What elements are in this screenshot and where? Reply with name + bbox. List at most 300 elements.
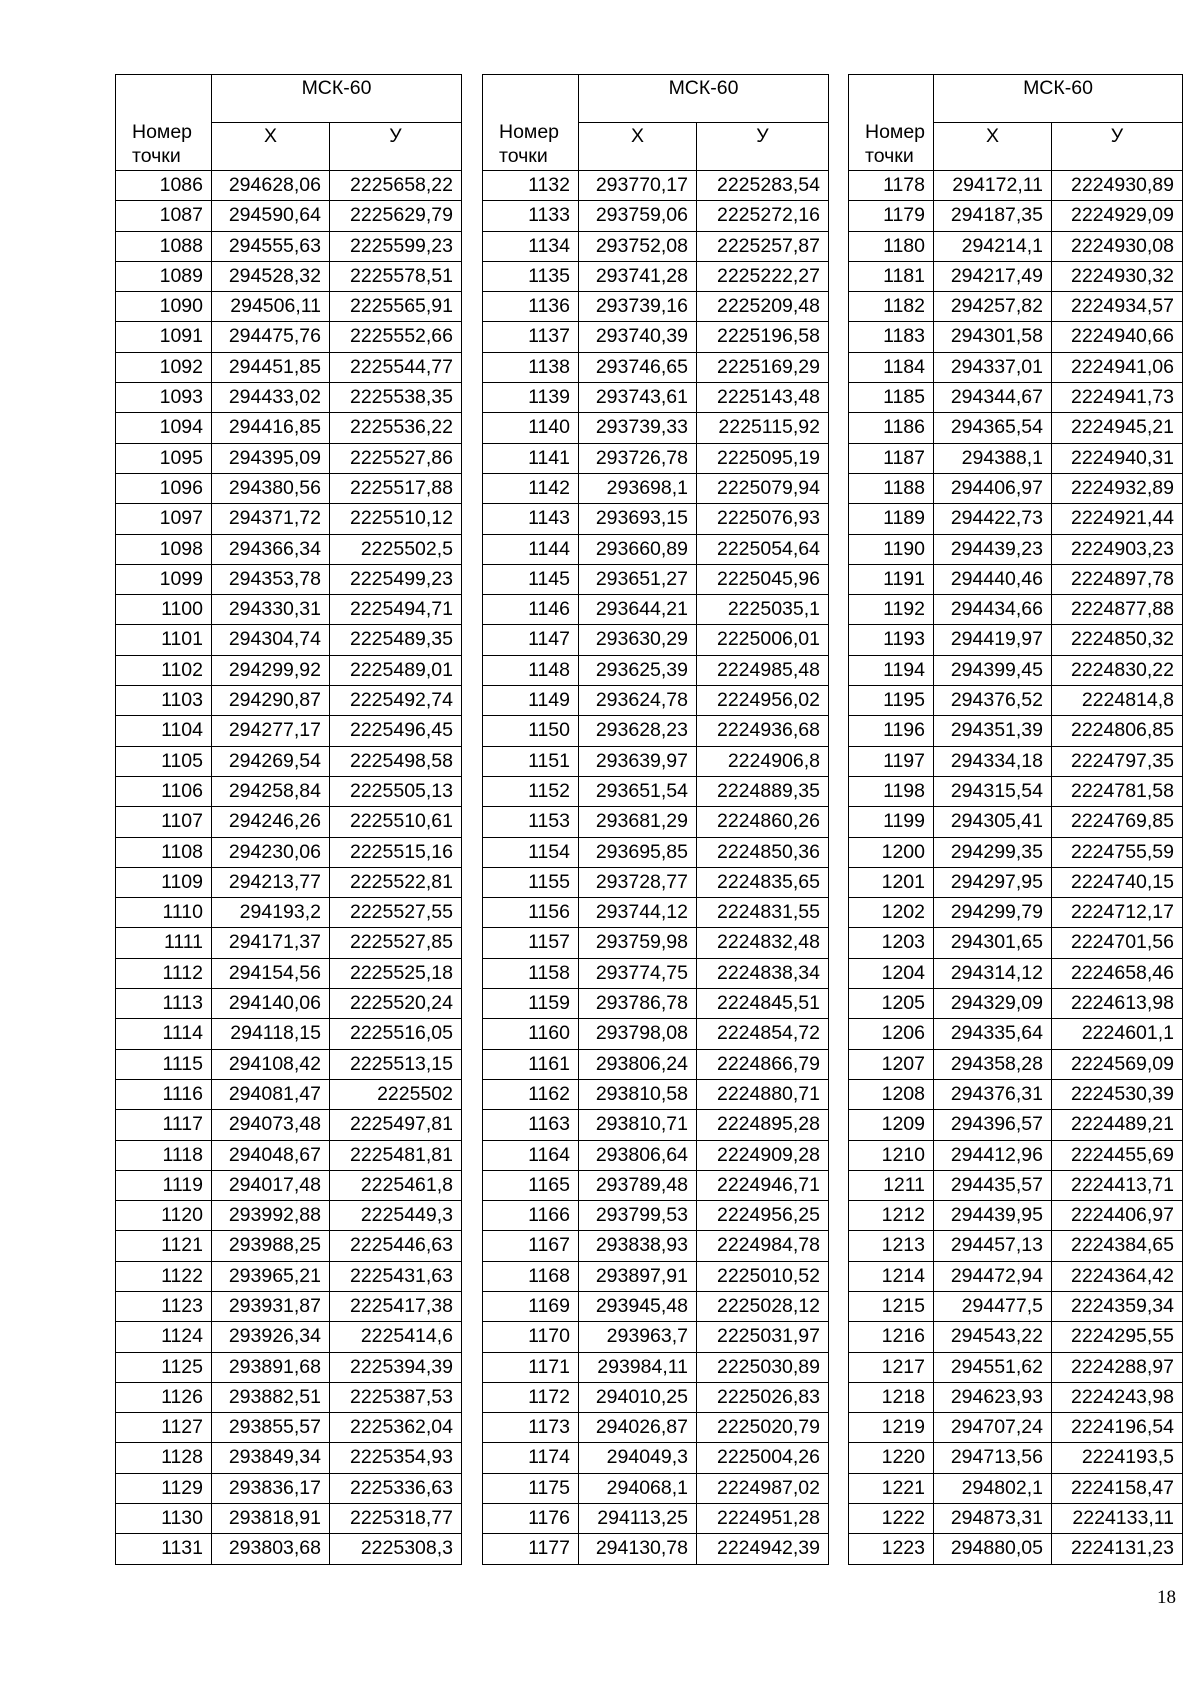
y-coordinate-cell: 2225006,01	[697, 625, 829, 655]
point-number-cell: 1140	[483, 413, 579, 443]
x-coordinate-cell: 294506,11	[212, 292, 330, 322]
point-number-cell: 1100	[116, 595, 212, 625]
y-coordinate-cell: 2224364,42	[1052, 1261, 1183, 1291]
point-number-cell: 1145	[483, 564, 579, 594]
y-coordinate-cell: 2224897,78	[1052, 564, 1183, 594]
table-row	[849, 1322, 1183, 1352]
x-coordinate-cell: 293798,08	[579, 1019, 697, 1049]
table-row	[849, 383, 1183, 413]
y-coordinate-cell: 2224930,89	[1052, 171, 1183, 201]
point-number-cell: 1217	[849, 1352, 934, 1382]
table-row	[483, 1049, 829, 1079]
x-coordinate-cell: 294434,66	[934, 595, 1052, 625]
table-row	[849, 625, 1183, 655]
x-coordinate-cell: 294113,25	[579, 1504, 697, 1534]
y-coordinate-cell: 2225578,51	[330, 261, 462, 291]
table-row	[483, 1110, 829, 1140]
point-number-cell: 1174	[483, 1443, 579, 1473]
y-coordinate-cell: 2224946,71	[697, 1170, 829, 1200]
x-coordinate-cell: 293739,33	[579, 413, 697, 443]
table-row	[483, 867, 829, 897]
point-number-cell: 1128	[116, 1443, 212, 1473]
y-coordinate-cell: 2225054,64	[697, 534, 829, 564]
x-coordinate-cell: 294439,23	[934, 534, 1052, 564]
point-number-cell: 1154	[483, 837, 579, 867]
point-number-cell: 1166	[483, 1201, 579, 1231]
table-row	[483, 1473, 829, 1503]
x-coordinate-cell: 293806,24	[579, 1049, 697, 1079]
y-coordinate-cell: 2225431,63	[330, 1261, 462, 1291]
y-coordinate-cell: 2225498,58	[330, 746, 462, 776]
y-coordinate-cell: 2225115,92	[697, 413, 829, 443]
y-coordinate-cell: 2224850,36	[697, 837, 829, 867]
y-coordinate-cell: 2224406,97	[1052, 1201, 1183, 1231]
y-coordinate-cell: 2224489,21	[1052, 1110, 1183, 1140]
table-row	[849, 171, 1183, 201]
table-row	[849, 989, 1183, 1019]
y-coordinate-cell: 2225222,27	[697, 261, 829, 291]
y-coordinate-cell: 2225544,77	[330, 352, 462, 382]
table-row	[483, 807, 829, 837]
y-coordinate-cell: 2225494,71	[330, 595, 462, 625]
x-header: Х	[934, 123, 1052, 171]
y-coordinate-cell: 2224831,55	[697, 898, 829, 928]
x-coordinate-cell: 293746,65	[579, 352, 697, 382]
point-number-cell: 1141	[483, 443, 579, 473]
table-row	[483, 1261, 829, 1291]
point-number-cell: 1091	[116, 322, 212, 352]
y-coordinate-cell: 2225599,23	[330, 231, 462, 261]
y-coordinate-cell: 2225502,5	[330, 534, 462, 564]
y-coordinate-cell: 2224987,02	[697, 1473, 829, 1503]
x-coordinate-cell: 293693,15	[579, 504, 697, 534]
x-coordinate-cell: 294396,57	[934, 1110, 1052, 1140]
point-number-cell: 1138	[483, 352, 579, 382]
point-number-cell: 1203	[849, 928, 934, 958]
table-row	[849, 655, 1183, 685]
y-coordinate-cell: 2225505,13	[330, 776, 462, 806]
y-coordinate-cell: 2224133,11	[1052, 1504, 1183, 1534]
point-number-cell: 1132	[483, 171, 579, 201]
x-coordinate-cell: 294376,31	[934, 1079, 1052, 1109]
x-coordinate-cell: 293770,17	[579, 171, 697, 201]
x-coordinate-cell: 293984,11	[579, 1352, 697, 1382]
table-row	[116, 928, 462, 958]
x-coordinate-cell: 294590,64	[212, 201, 330, 231]
point-number-cell: 1201	[849, 867, 934, 897]
y-coordinate-cell: 2224932,89	[1052, 473, 1183, 503]
y-coordinate-cell: 2224196,54	[1052, 1413, 1183, 1443]
table-row	[116, 534, 462, 564]
x-coordinate-cell: 294419,97	[934, 625, 1052, 655]
point-number-cell: 1222	[849, 1504, 934, 1534]
table-row	[483, 413, 829, 443]
y-coordinate-cell: 2225492,74	[330, 686, 462, 716]
y-coordinate-cell: 2225035,1	[697, 595, 829, 625]
table-row	[483, 989, 829, 1019]
point-number-cell: 1094	[116, 413, 212, 443]
x-coordinate-cell: 294406,97	[934, 473, 1052, 503]
table-row	[116, 1110, 462, 1140]
table-row	[483, 443, 829, 473]
point-number-cell: 1160	[483, 1019, 579, 1049]
x-coordinate-cell: 293838,93	[579, 1231, 697, 1261]
x-coordinate-cell: 293810,58	[579, 1079, 697, 1109]
point-number-cell: 1165	[483, 1170, 579, 1200]
point-number-header: Номер точки	[116, 75, 212, 171]
x-coordinate-cell: 293660,89	[579, 534, 697, 564]
y-coordinate-cell: 2224956,25	[697, 1201, 829, 1231]
point-number-cell: 1216	[849, 1322, 934, 1352]
x-coordinate-cell: 294277,17	[212, 716, 330, 746]
x-coordinate-cell: 294457,13	[934, 1231, 1052, 1261]
y-coordinate-cell: 2224845,51	[697, 989, 829, 1019]
y-coordinate-cell: 2225510,61	[330, 807, 462, 837]
y-coordinate-cell: 2224830,22	[1052, 655, 1183, 685]
table-row	[849, 958, 1183, 988]
y-coordinate-cell: 2224131,23	[1052, 1534, 1183, 1564]
point-number-cell: 1103	[116, 686, 212, 716]
point-number-cell: 1211	[849, 1170, 934, 1200]
y-coordinate-cell: 2225336,63	[330, 1473, 462, 1503]
x-coordinate-cell: 294451,85	[212, 352, 330, 382]
x-coordinate-cell: 293644,21	[579, 595, 697, 625]
point-number-cell: 1133	[483, 201, 579, 231]
point-number-cell: 1207	[849, 1049, 934, 1079]
x-coordinate-cell: 293803,68	[212, 1534, 330, 1564]
page-number: 18	[1157, 1587, 1176, 1608]
x-coordinate-cell: 294026,87	[579, 1413, 697, 1443]
point-number-cell: 1099	[116, 564, 212, 594]
y-header: У	[330, 123, 462, 171]
point-number-cell: 1183	[849, 322, 934, 352]
y-coordinate-cell: 2225496,45	[330, 716, 462, 746]
x-coordinate-cell: 293681,29	[579, 807, 697, 837]
table-row	[116, 1231, 462, 1261]
x-coordinate-cell: 294213,77	[212, 867, 330, 897]
point-number-cell: 1158	[483, 958, 579, 988]
y-coordinate-cell: 2224769,85	[1052, 807, 1183, 837]
table-row	[849, 1443, 1183, 1473]
table-row	[849, 1504, 1183, 1534]
table-row	[483, 1413, 829, 1443]
x-coordinate-cell: 294543,22	[934, 1322, 1052, 1352]
table-row	[116, 1352, 462, 1382]
x-coordinate-cell: 294440,46	[934, 564, 1052, 594]
coordinate-system-header: МСК-60	[579, 75, 829, 123]
y-coordinate-cell: 2225538,35	[330, 383, 462, 413]
y-coordinate-cell: 2224854,72	[697, 1019, 829, 1049]
point-number-cell: 1117	[116, 1110, 212, 1140]
table-row	[116, 807, 462, 837]
table-row	[116, 595, 462, 625]
point-number-cell: 1221	[849, 1473, 934, 1503]
table-row	[483, 1170, 829, 1200]
x-coordinate-cell: 293799,53	[579, 1201, 697, 1231]
table-row	[116, 383, 462, 413]
point-number-cell: 1106	[116, 776, 212, 806]
x-coordinate-cell: 293963,7	[579, 1322, 697, 1352]
y-coordinate-cell: 2224701,56	[1052, 928, 1183, 958]
point-number-cell: 1104	[116, 716, 212, 746]
y-coordinate-cell: 2224658,46	[1052, 958, 1183, 988]
x-coordinate-cell: 293789,48	[579, 1170, 697, 1200]
table-row	[116, 1504, 462, 1534]
y-coordinate-cell: 2225028,12	[697, 1291, 829, 1321]
y-coordinate-cell: 2225522,81	[330, 867, 462, 897]
y-coordinate-cell: 2225387,53	[330, 1382, 462, 1412]
x-coordinate-cell: 293849,34	[212, 1443, 330, 1473]
point-number-cell: 1202	[849, 898, 934, 928]
point-number-cell: 1125	[116, 1352, 212, 1382]
table-row	[483, 322, 829, 352]
table-row	[116, 443, 462, 473]
point-number-cell: 1182	[849, 292, 934, 322]
y-coordinate-cell: 2225143,48	[697, 383, 829, 413]
y-coordinate-cell: 2225489,01	[330, 655, 462, 685]
x-coordinate-cell: 294172,11	[934, 171, 1052, 201]
x-coordinate-cell: 294010,25	[579, 1382, 697, 1412]
point-number-cell: 1090	[116, 292, 212, 322]
x-coordinate-cell: 294551,62	[934, 1352, 1052, 1382]
point-number-cell: 1105	[116, 746, 212, 776]
table-row	[116, 989, 462, 1019]
point-number-cell: 1169	[483, 1291, 579, 1321]
x-coordinate-cell: 294305,41	[934, 807, 1052, 837]
table-row	[116, 776, 462, 806]
point-number-cell: 1220	[849, 1443, 934, 1473]
x-coordinate-cell: 294435,57	[934, 1170, 1052, 1200]
point-number-cell: 1108	[116, 837, 212, 867]
table-row	[483, 746, 829, 776]
table-row	[849, 1382, 1183, 1412]
table-row	[116, 1534, 462, 1564]
point-number-cell: 1089	[116, 261, 212, 291]
point-number-cell: 1219	[849, 1413, 934, 1443]
point-number-cell: 1149	[483, 686, 579, 716]
y-coordinate-cell: 2224384,65	[1052, 1231, 1183, 1261]
point-number-cell: 1096	[116, 473, 212, 503]
table-row	[116, 322, 462, 352]
y-coordinate-cell: 2225414,6	[330, 1322, 462, 1352]
x-coordinate-cell: 294140,06	[212, 989, 330, 1019]
point-number-cell: 1150	[483, 716, 579, 746]
point-number-cell: 1118	[116, 1140, 212, 1170]
table-row	[849, 352, 1183, 382]
y-coordinate-cell: 2225283,54	[697, 171, 829, 201]
x-coordinate-cell: 293726,78	[579, 443, 697, 473]
y-coordinate-cell: 2224740,15	[1052, 867, 1183, 897]
x-coordinate-cell: 294290,87	[212, 686, 330, 716]
table-row	[849, 1170, 1183, 1200]
table-row	[116, 1291, 462, 1321]
y-coordinate-cell: 2224877,88	[1052, 595, 1183, 625]
y-coordinate-cell: 2225629,79	[330, 201, 462, 231]
table-row	[116, 1261, 462, 1291]
point-number-cell: 1172	[483, 1382, 579, 1412]
y-coordinate-cell: 2224413,71	[1052, 1170, 1183, 1200]
y-coordinate-cell: 2225565,91	[330, 292, 462, 322]
y-coordinate-cell: 2225362,04	[330, 1413, 462, 1443]
table-row	[116, 231, 462, 261]
y-coordinate-cell: 2224956,02	[697, 686, 829, 716]
coordinates-table-3	[848, 74, 1183, 1565]
y-coordinate-cell: 2225510,12	[330, 504, 462, 534]
y-coordinate-cell: 2224985,48	[697, 655, 829, 685]
y-coordinate-cell: 2225515,16	[330, 837, 462, 867]
x-coordinate-cell: 294628,06	[212, 171, 330, 201]
x-coordinate-cell: 294388,1	[934, 443, 1052, 473]
y-coordinate-cell: 2225520,24	[330, 989, 462, 1019]
point-number-cell: 1162	[483, 1079, 579, 1109]
y-coordinate-cell: 2225020,79	[697, 1413, 829, 1443]
point-number-cell: 1151	[483, 746, 579, 776]
y-coordinate-cell: 2224835,65	[697, 867, 829, 897]
x-coordinate-cell: 294257,82	[934, 292, 1052, 322]
table-row	[483, 776, 829, 806]
x-coordinate-cell: 294344,67	[934, 383, 1052, 413]
table-row	[849, 564, 1183, 594]
point-number-cell: 1190	[849, 534, 934, 564]
table-row	[483, 1140, 829, 1170]
y-coordinate-cell: 2225516,05	[330, 1019, 462, 1049]
y-coordinate-cell: 2225354,93	[330, 1443, 462, 1473]
table-row	[116, 655, 462, 685]
x-coordinate-cell: 294230,06	[212, 837, 330, 867]
x-coordinate-cell: 294301,58	[934, 322, 1052, 352]
table-row	[116, 716, 462, 746]
point-number-cell: 1112	[116, 958, 212, 988]
table-row	[849, 746, 1183, 776]
point-number-cell: 1179	[849, 201, 934, 231]
y-coordinate-cell: 2225076,93	[697, 504, 829, 534]
point-number-cell: 1111	[116, 928, 212, 958]
x-coordinate-cell: 294330,31	[212, 595, 330, 625]
y-coordinate-cell: 2224951,28	[697, 1504, 829, 1534]
x-coordinate-cell: 294130,78	[579, 1534, 697, 1564]
point-number-cell: 1194	[849, 655, 934, 685]
x-coordinate-cell: 294301,65	[934, 928, 1052, 958]
point-number-cell: 1198	[849, 776, 934, 806]
y-coordinate-cell: 2224601,1	[1052, 1019, 1183, 1049]
table-row	[116, 413, 462, 443]
y-coordinate-cell: 2225010,52	[697, 1261, 829, 1291]
table-row	[483, 928, 829, 958]
table-row	[849, 534, 1183, 564]
x-coordinate-cell: 294081,47	[212, 1079, 330, 1109]
point-number-cell: 1186	[849, 413, 934, 443]
x-coordinate-cell: 294214,1	[934, 231, 1052, 261]
table-row	[116, 473, 462, 503]
x-coordinate-cell: 294297,95	[934, 867, 1052, 897]
x-coordinate-cell: 294048,67	[212, 1140, 330, 1170]
y-coordinate-cell: 2224530,39	[1052, 1079, 1183, 1109]
point-number-cell: 1107	[116, 807, 212, 837]
table-row	[849, 231, 1183, 261]
y-coordinate-cell: 2224930,32	[1052, 261, 1183, 291]
table-row	[116, 1413, 462, 1443]
table-row	[849, 595, 1183, 625]
table-row	[483, 1019, 829, 1049]
point-number-cell: 1196	[849, 716, 934, 746]
table-row	[116, 1322, 462, 1352]
y-coordinate-cell: 2225499,23	[330, 564, 462, 594]
y-coordinate-cell: 2225497,81	[330, 1110, 462, 1140]
x-coordinate-cell: 294880,05	[934, 1534, 1052, 1564]
table-row	[116, 504, 462, 534]
point-number-cell: 1214	[849, 1261, 934, 1291]
y-coordinate-cell: 2224929,09	[1052, 201, 1183, 231]
point-number-cell: 1093	[116, 383, 212, 413]
point-number-cell: 1119	[116, 1170, 212, 1200]
point-number-cell: 1130	[116, 1504, 212, 1534]
point-number-cell: 1189	[849, 504, 934, 534]
y-coordinate-cell: 2225489,35	[330, 625, 462, 655]
table-row	[849, 1534, 1183, 1564]
table-row	[116, 1079, 462, 1109]
y-coordinate-cell: 2224860,26	[697, 807, 829, 837]
point-number-cell: 1185	[849, 383, 934, 413]
point-number-cell: 1116	[116, 1079, 212, 1109]
y-coordinate-cell: 2224814,8	[1052, 686, 1183, 716]
y-coordinate-cell: 2224889,35	[697, 776, 829, 806]
table-row	[483, 1079, 829, 1109]
table-row	[116, 292, 462, 322]
table-row	[849, 1231, 1183, 1261]
y-coordinate-cell: 2225525,18	[330, 958, 462, 988]
table-row	[483, 1291, 829, 1321]
point-number-cell: 1213	[849, 1231, 934, 1261]
x-coordinate-cell: 293628,23	[579, 716, 697, 746]
x-coordinate-cell: 294528,32	[212, 261, 330, 291]
x-coordinate-cell: 293786,78	[579, 989, 697, 1019]
point-number-cell: 1159	[483, 989, 579, 1019]
y-coordinate-cell: 2225481,81	[330, 1140, 462, 1170]
table-row	[849, 413, 1183, 443]
point-number-cell: 1192	[849, 595, 934, 625]
point-number-cell: 1197	[849, 746, 934, 776]
x-coordinate-cell: 293651,54	[579, 776, 697, 806]
table-row	[483, 231, 829, 261]
table-row	[849, 473, 1183, 503]
x-coordinate-cell: 293630,29	[579, 625, 697, 655]
table-row	[483, 473, 829, 503]
coordinate-system-header: МСК-60	[934, 75, 1183, 123]
table-row	[116, 1201, 462, 1231]
table-row	[849, 1079, 1183, 1109]
table-row	[849, 1413, 1183, 1443]
x-coordinate-cell: 294802,1	[934, 1473, 1052, 1503]
point-number-cell: 1168	[483, 1261, 579, 1291]
x-coordinate-cell: 293624,78	[579, 686, 697, 716]
table-row	[483, 261, 829, 291]
x-coordinate-cell: 293818,91	[212, 1504, 330, 1534]
y-header: У	[697, 123, 829, 171]
y-coordinate-cell: 2224942,39	[697, 1534, 829, 1564]
point-number-cell: 1095	[116, 443, 212, 473]
x-coordinate-cell: 293988,25	[212, 1231, 330, 1261]
point-number-cell: 1204	[849, 958, 934, 988]
point-number-cell: 1195	[849, 686, 934, 716]
x-header: Х	[212, 123, 330, 171]
x-coordinate-cell: 293744,12	[579, 898, 697, 928]
x-coordinate-cell: 293743,61	[579, 383, 697, 413]
y-coordinate-cell: 2224941,06	[1052, 352, 1183, 382]
x-coordinate-cell: 294475,76	[212, 322, 330, 352]
x-coordinate-cell: 294193,2	[212, 898, 330, 928]
table-row	[116, 1443, 462, 1473]
point-number-cell: 1127	[116, 1413, 212, 1443]
